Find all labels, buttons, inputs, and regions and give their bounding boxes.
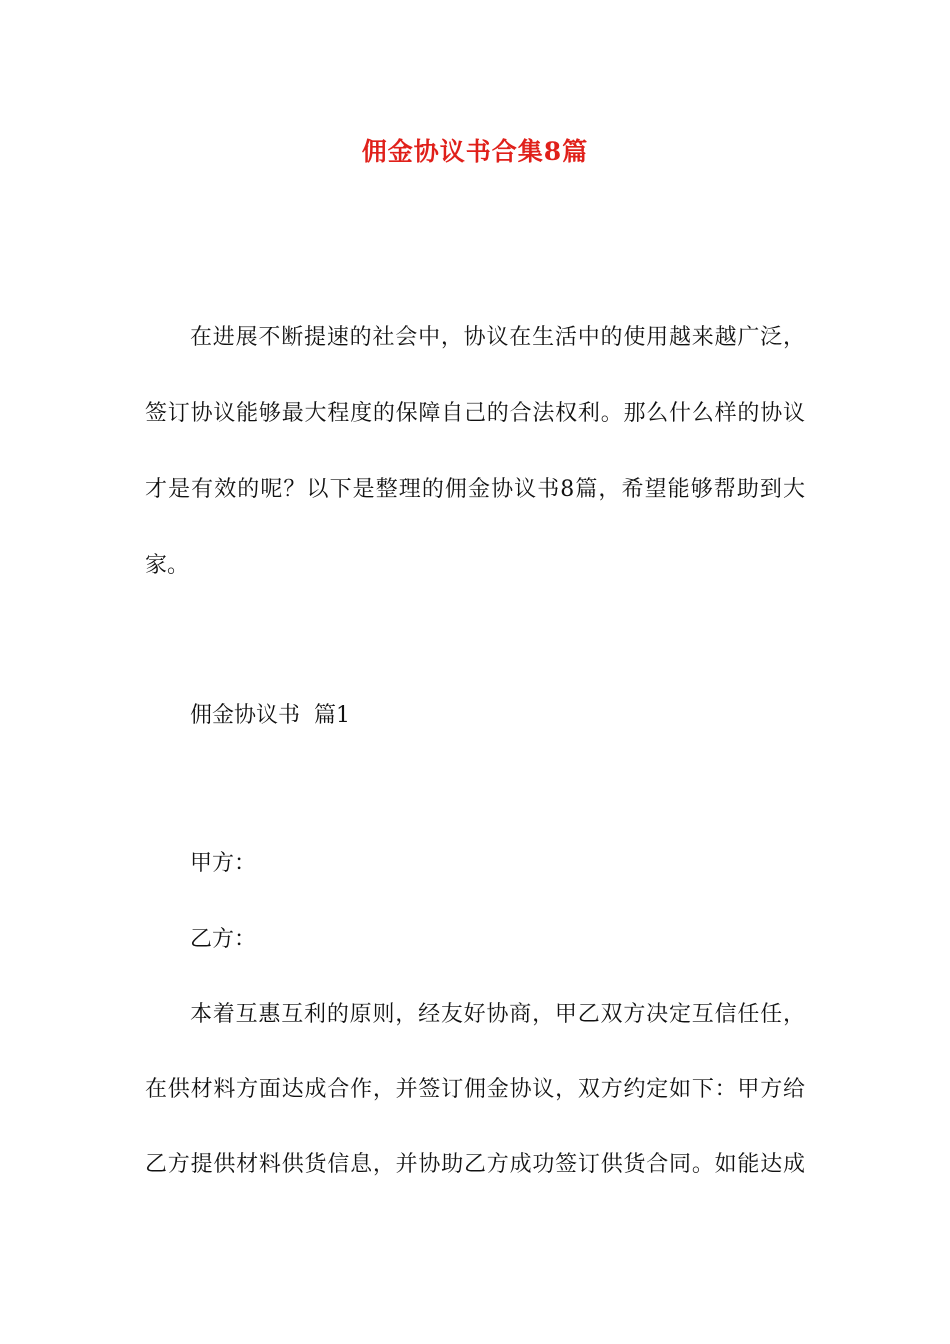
- intro-line-2: 签订协议能够最大程度的保障自己的合法权利。那么什么样的协议: [145, 401, 805, 426]
- intro-line-3: 才是有效的呢？以下是整理的佣金协议书8篇，希望能够帮助到大: [145, 477, 805, 502]
- document-title: 佣金协议书合集8篇: [361, 137, 589, 166]
- party-b-label: 乙方：: [190, 927, 257, 952]
- body-line-1: 本着互惠互利的原则，经友好协商，甲乙双方决定互信任任，: [190, 1002, 805, 1027]
- body-line-2: 在供材料方面达成合作，并签订佣金协议，双方约定如下：甲方给: [145, 1077, 805, 1102]
- body-line-3: 乙方提供材料供货信息，并协助乙方成功签订供货合同。如能达成: [145, 1152, 805, 1177]
- section-heading: 佣金协议书 篇1: [190, 703, 350, 728]
- party-a-label: 甲方：: [190, 851, 257, 876]
- intro-line-1: 在进展不断提速的社会中，协议在生活中的使用越来越广泛，: [190, 325, 805, 350]
- intro-line-4: 家。: [145, 553, 190, 578]
